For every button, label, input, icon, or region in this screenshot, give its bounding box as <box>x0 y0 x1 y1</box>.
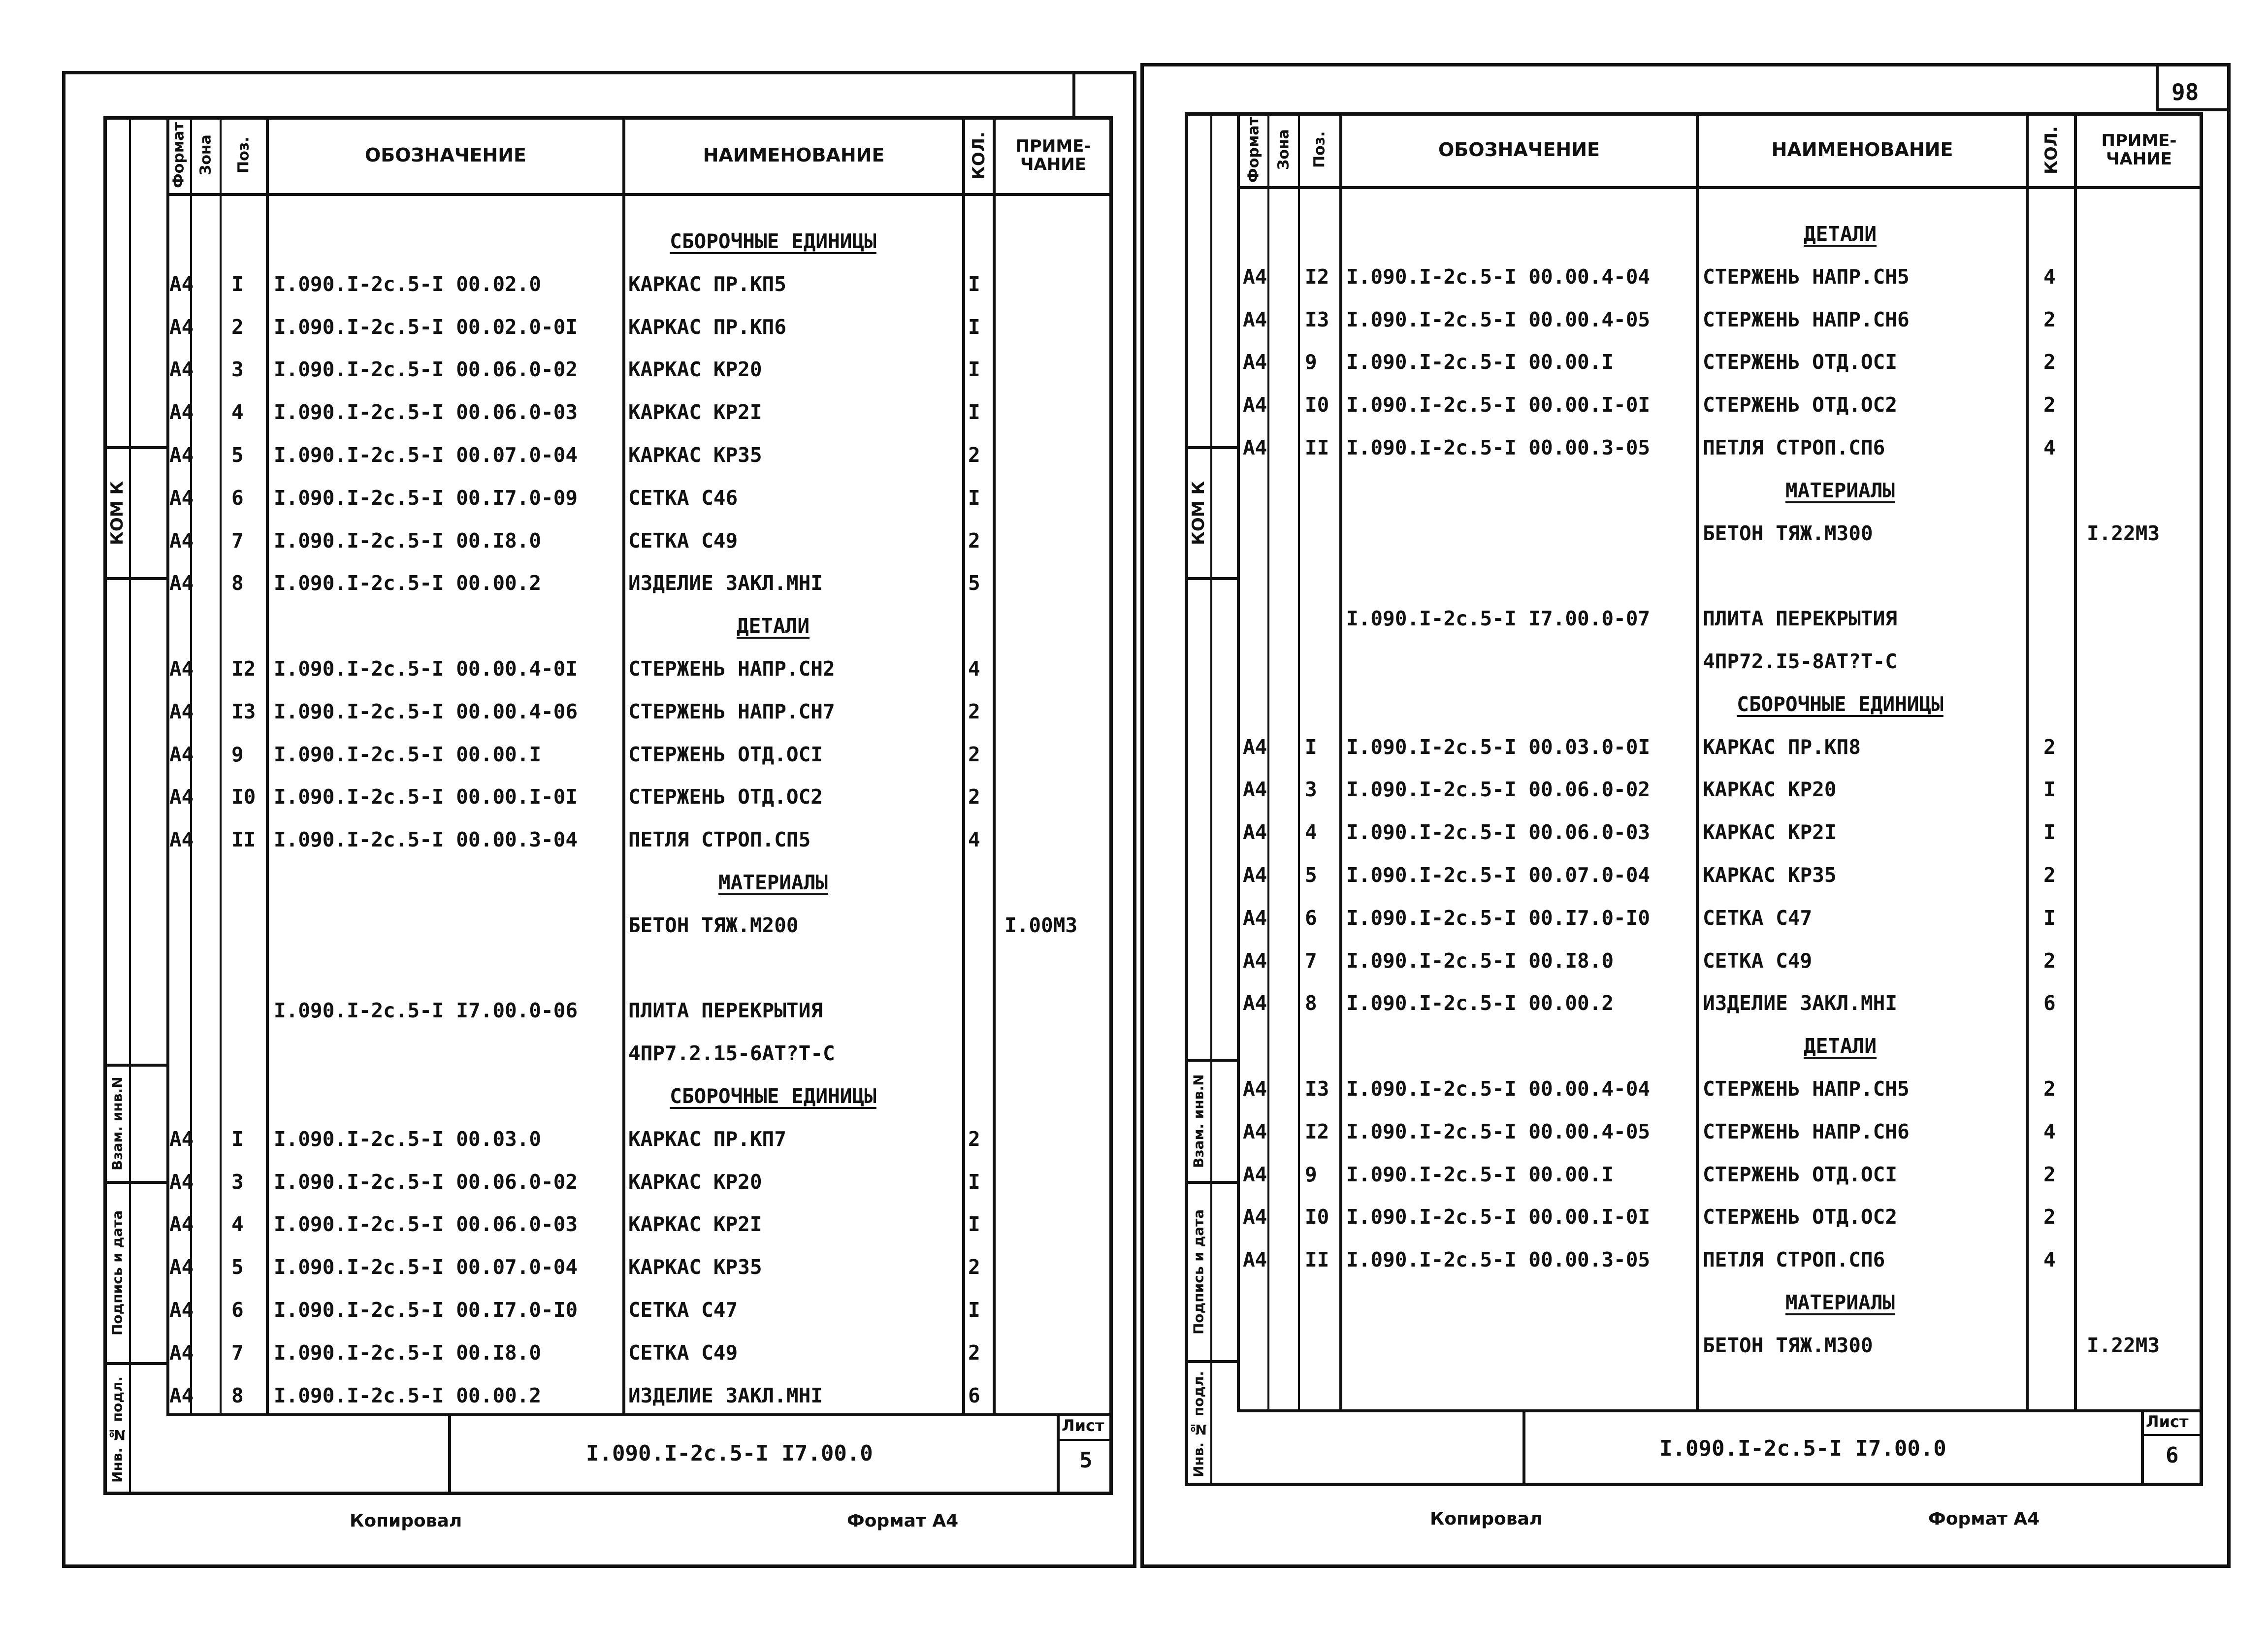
designation-cell: I.090.I-2c.5-I 00.00.2 <box>1346 991 1614 1015</box>
left-header-qty: КОЛ. <box>969 131 989 180</box>
left-header-pos: Поз. <box>235 136 253 174</box>
format-cell: А4 <box>169 1170 194 1194</box>
name-cell: СТЕРЖЕНЬ НАПР.СН6 <box>1703 307 1910 331</box>
quantity-cell: 4 <box>2043 264 2056 289</box>
name-cell: ПЛИТА ПЕРЕКРЫТИЯ <box>628 999 823 1023</box>
position-cell: 9 <box>1305 1162 1317 1186</box>
quantity-cell: 4 <box>2043 1119 2056 1143</box>
format-cell: А4 <box>1243 948 1267 973</box>
quantity-cell: 2 <box>2043 1077 2056 1101</box>
position-cell: 4 <box>1305 820 1317 845</box>
position-cell: 6 <box>231 1298 244 1322</box>
quantity-cell: 2 <box>968 1127 980 1151</box>
quantity-cell: 4 <box>2043 436 2056 459</box>
name-cell: СЕТКА С46 <box>628 486 738 510</box>
designation-cell: I.090.I-2c.5-I 00.00.I-0I <box>1346 1205 1651 1229</box>
position-cell: 6 <box>1305 906 1317 930</box>
designation-cell: I.090.I-2c.5-I 00.00.I-0I <box>274 785 578 809</box>
left-sign-date: Подпись и дата <box>109 1210 126 1336</box>
page-number: 98 <box>2171 79 2199 105</box>
name-cell: СТЕРЖЕНЬ ОТД.ОС2 <box>1703 1205 1897 1229</box>
section-heading: МАТЕРИАЛЫ <box>1785 478 1895 502</box>
designation-cell: I.090.I-2c.5-I 00.00.2 <box>274 1383 542 1407</box>
right-inv-original: Инв. № подл. <box>1190 1371 1207 1477</box>
name-cell: КАРКАС КР35 <box>628 443 762 467</box>
quantity-cell: I <box>2043 778 2056 802</box>
quantity-cell: I <box>968 486 980 510</box>
format-cell: А4 <box>1243 1248 1267 1272</box>
quantity-cell: 2 <box>2043 1162 2056 1186</box>
designation-cell: I.090.I-2c.5-I 00.02.0 <box>274 272 542 296</box>
position-cell: II <box>1305 1248 1329 1272</box>
name-cell: КАРКАС КР2I <box>1703 820 1837 845</box>
quantity-cell: 2 <box>968 742 980 766</box>
name-cell: ИЗДЕЛИЕ ЗАКЛ.МНI <box>628 571 823 595</box>
position-cell: 7 <box>1305 948 1317 973</box>
designation-cell: I.090.I-2c.5-I 00.I7.0-I0 <box>274 1298 578 1322</box>
name-cell: СЕТКА С49 <box>1703 948 1813 973</box>
position-cell: 8 <box>231 571 244 595</box>
quantity-cell: I <box>968 358 980 382</box>
format-cell: А4 <box>169 528 194 553</box>
right-header-format: Формат <box>1245 117 1263 183</box>
designation-cell: I.090.I-2c.5-I 00.03.0 <box>274 1127 542 1151</box>
position-cell: 9 <box>231 742 244 766</box>
format-cell: А4 <box>1243 906 1267 930</box>
designation-cell: I.090.I-2c.5-I 00.00.I <box>274 742 542 766</box>
name-cell: ПЕТЛЯ СТРОП.СП6 <box>1703 1248 1885 1272</box>
format-cell: А4 <box>1243 1119 1267 1143</box>
right-sign-date: Подпись и дата <box>1190 1209 1207 1335</box>
position-cell: 2 <box>231 315 244 339</box>
note-cell: I.22М3 <box>2087 521 2160 545</box>
right-header-designation: ОБОЗНАЧЕНИЕ <box>1438 139 1600 161</box>
quantity-cell: I <box>968 1212 980 1237</box>
position-cell: I <box>231 272 244 296</box>
left-inv-original: Инв. № подл. <box>109 1376 126 1483</box>
quantity-cell: 4 <box>2043 1248 2056 1272</box>
right-copy-mark: КОМ К <box>1189 481 1208 546</box>
designation-cell: I.090.I-2c.5-I 00.00.4-0I <box>274 657 578 681</box>
designation-cell: I.090.I-2c.5-I 00.00.I <box>1346 1162 1614 1186</box>
designation-cell: I.090.I-2c.5-I I7.00.0-07 <box>1346 607 1651 631</box>
left-header-designation: ОБОЗНАЧЕНИЕ <box>364 144 526 166</box>
designation-cell: I.090.I-2c.5-I I7.00.0-06 <box>274 999 578 1023</box>
format-cell: А4 <box>169 742 194 766</box>
left-sheet-label: Лист <box>1062 1416 1104 1435</box>
position-cell: I3 <box>231 699 256 723</box>
format-cell: А4 <box>169 1212 194 1237</box>
name-cell: СТЕРЖЕНЬ НАПР.СН5 <box>1703 1077 1910 1101</box>
section-heading: ДЕТАЛИ <box>1803 1034 1877 1058</box>
format-cell: А4 <box>169 400 194 424</box>
position-cell: 7 <box>231 1340 244 1365</box>
designation-cell: I.090.I-2c.5-I 00.00.4-04 <box>1346 264 1651 289</box>
right-header-pos: Поз. <box>1311 131 1328 168</box>
name-cell: ИЗДЕЛИЕ ЗАКЛ.МНI <box>1703 991 1897 1015</box>
designation-cell: I.090.I-2c.5-I 00.00.I-0I <box>1346 393 1651 417</box>
name-cell: КАРКАС КР2I <box>628 1212 762 1237</box>
format-cell: А4 <box>169 1298 194 1322</box>
note-cell: I.22М3 <box>2087 1333 2160 1357</box>
name-cell: СТЕРЖЕНЬ НАПР.СН5 <box>1703 264 1910 289</box>
left-header-format: Формат <box>170 122 188 188</box>
quantity-cell: I <box>968 315 980 339</box>
right-header-zone: Зона <box>1275 129 1293 170</box>
format-cell: А4 <box>1243 991 1267 1015</box>
format-cell: А4 <box>1243 1205 1267 1229</box>
position-cell: 8 <box>231 1383 244 1407</box>
quantity-cell: 2 <box>968 1255 980 1279</box>
quantity-cell: 6 <box>2043 991 2056 1015</box>
left-header-zone: Зона <box>197 134 215 176</box>
position-cell: 3 <box>231 358 244 382</box>
position-cell: II <box>231 828 256 852</box>
name-cell: КАРКАС ПР.КП6 <box>628 315 786 339</box>
name-cell: 4ПР7.2.15-6АТ?Т-С <box>628 1042 835 1066</box>
name-cell: СЕТКА С49 <box>628 528 738 553</box>
designation-cell: I.090.I-2c.5-I 00.00.4-05 <box>1346 1119 1651 1143</box>
quantity-cell: 4 <box>968 828 980 852</box>
format-cell: А4 <box>169 571 194 595</box>
position-cell: I <box>231 1127 244 1151</box>
right-sheet-number: 6 <box>2166 1443 2179 1468</box>
quantity-cell: 4 <box>968 657 980 681</box>
left-document-code: I.090.I-2c.5-I I7.00.0 <box>586 1441 873 1466</box>
quantity-cell: I <box>968 1170 980 1194</box>
section-heading: МАТЕРИАЛЫ <box>1785 1291 1895 1314</box>
designation-cell: I.090.I-2c.5-I 00.00.2 <box>274 571 542 595</box>
designation-cell: I.090.I-2c.5-I 00.06.0-03 <box>1346 820 1651 845</box>
designation-cell: I.090.I-2c.5-I 00.00.3-04 <box>274 828 578 852</box>
format-cell: А4 <box>1243 264 1267 289</box>
name-cell: ПЛИТА ПЕРЕКРЫТИЯ <box>1703 607 1897 631</box>
quantity-cell: 2 <box>2043 350 2056 374</box>
name-cell: БЕТОН ТЯЖ.М300 <box>1703 521 1873 545</box>
position-cell: 5 <box>231 1255 244 1279</box>
position-cell: 6 <box>231 486 244 510</box>
note-cell: I.00М3 <box>1004 913 1078 937</box>
name-cell: СЕТКА С47 <box>628 1298 738 1322</box>
quantity-cell: I <box>2043 906 2056 930</box>
name-cell: СТЕРЖЕНЬ ОТД.ОСI <box>1703 1162 1897 1186</box>
designation-cell: I.090.I-2c.5-I 00.00.3-05 <box>1346 1248 1651 1272</box>
format-cell: А4 <box>1243 350 1267 374</box>
position-cell: 9 <box>1305 350 1317 374</box>
designation-cell: I.090.I-2c.5-I 00.06.0-03 <box>274 1212 578 1237</box>
position-cell: I0 <box>1305 1205 1329 1229</box>
quantity-cell: 2 <box>968 528 980 553</box>
designation-cell: I.090.I-2c.5-I 00.03.0-0I <box>1346 735 1651 759</box>
name-cell: БЕТОН ТЯЖ.М300 <box>1703 1333 1873 1357</box>
left-copy-mark: КОМ К <box>107 481 127 546</box>
designation-cell: I.090.I-2c.5-I 00.07.0-04 <box>274 443 578 467</box>
quantity-cell: I <box>968 400 980 424</box>
format-cell: А4 <box>169 1127 194 1151</box>
right-sheet-label: Лист <box>2146 1412 2189 1431</box>
designation-cell: I.090.I-2c.5-I 00.02.0-0I <box>274 315 578 339</box>
section-heading: СБОРОЧНЫЕ ЕДИНИЦЫ <box>670 1084 876 1108</box>
position-cell: 8 <box>1305 991 1317 1015</box>
name-cell: КАРКАС КР2I <box>628 400 762 424</box>
left-header-note: ПРИМЕ-ЧАНИЕ <box>1015 136 1091 174</box>
position-cell: I2 <box>1305 1119 1329 1143</box>
designation-cell: I.090.I-2c.5-I 00.06.0-03 <box>274 400 578 424</box>
position-cell: 7 <box>231 528 244 553</box>
format-cell: А4 <box>169 486 194 510</box>
name-cell: СТЕРЖЕНЬ НАПР.СН7 <box>628 699 835 723</box>
name-cell: БЕТОН ТЯЖ.М200 <box>628 913 799 937</box>
quantity-cell: 2 <box>968 1340 980 1365</box>
designation-cell: I.090.I-2c.5-I 00.06.0-02 <box>1346 778 1651 802</box>
quantity-cell: 2 <box>2043 735 2056 759</box>
format-cell: А4 <box>169 1255 194 1279</box>
position-cell: I3 <box>1305 1077 1329 1101</box>
format-cell: А4 <box>1243 820 1267 845</box>
quantity-cell: 2 <box>2043 1205 2056 1229</box>
name-cell: КАРКАС КР20 <box>628 358 762 382</box>
format-cell: А4 <box>169 657 194 681</box>
name-cell: СТЕРЖЕНЬ ОТД.ОС2 <box>628 785 823 809</box>
quantity-cell: 2 <box>968 785 980 809</box>
position-cell: I0 <box>1305 393 1329 417</box>
left-inv-substitute: Взам. инв.N <box>109 1076 126 1171</box>
designation-cell: I.090.I-2c.5-I 00.00.4-04 <box>1346 1077 1651 1101</box>
section-heading: МАТЕРИАЛЫ <box>718 871 828 894</box>
name-cell: 4ПР72.I5-8АТ?Т-С <box>1703 650 1897 673</box>
format-cell: А4 <box>169 699 194 723</box>
position-cell: 3 <box>231 1170 244 1194</box>
designation-cell: I.090.I-2c.5-I 00.06.0-02 <box>274 1170 578 1194</box>
format-cell: А4 <box>169 315 194 339</box>
format-cell: А4 <box>169 443 194 467</box>
name-cell: СТЕРЖЕНЬ ОТД.ОСI <box>1703 350 1897 374</box>
name-cell: СТЕРЖЕНЬ ОТД.ОС2 <box>1703 393 1897 417</box>
quantity-cell: 5 <box>968 571 980 595</box>
designation-cell: I.090.I-2c.5-I 00.I8.0 <box>1346 948 1614 973</box>
designation-cell: I.090.I-2c.5-I 00.I8.0 <box>274 1340 542 1365</box>
designation-cell: I.090.I-2c.5-I 00.I7.0-I0 <box>1346 906 1651 930</box>
format-cell: А4 <box>1243 778 1267 802</box>
quantity-cell: 2 <box>2043 948 2056 973</box>
designation-cell: I.090.I-2c.5-I 00.07.0-04 <box>274 1255 578 1279</box>
position-cell: 4 <box>231 1212 244 1237</box>
name-cell: КАРКАС ПР.КП5 <box>628 272 786 296</box>
name-cell: СТЕРЖЕНЬ ОТД.ОСI <box>628 742 823 766</box>
designation-cell: I.090.I-2c.5-I 00.07.0-04 <box>1346 863 1651 887</box>
right-document-code: I.090.I-2c.5-I I7.00.0 <box>1659 1436 1946 1461</box>
quantity-cell: 6 <box>968 1383 980 1407</box>
name-cell: КАРКАС КР20 <box>1703 778 1837 802</box>
designation-cell: I.090.I-2c.5-I 00.I8.0 <box>274 528 542 553</box>
name-cell: СЕТКА С49 <box>628 1340 738 1365</box>
name-cell: ПЕТЛЯ СТРОП.СП6 <box>1703 436 1885 459</box>
name-cell: КАРКАС ПР.КП7 <box>628 1127 786 1151</box>
name-cell: КАРКАС КР35 <box>1703 863 1837 887</box>
designation-cell: I.090.I-2c.5-I 00.00.3-05 <box>1346 436 1651 459</box>
format-cell: А4 <box>169 828 194 852</box>
right-format-label: Формат А4 <box>1928 1509 2040 1529</box>
format-cell: А4 <box>1243 436 1267 459</box>
name-cell: ПЕТЛЯ СТРОП.СП5 <box>628 828 811 852</box>
format-cell: А4 <box>169 358 194 382</box>
position-cell: I <box>1305 735 1317 759</box>
name-cell: ИЗДЕЛИЕ ЗАКЛ.МНI <box>628 1383 823 1407</box>
position-cell: 4 <box>231 400 244 424</box>
designation-cell: I.090.I-2c.5-I 00.00.I <box>1346 350 1614 374</box>
position-cell: 3 <box>1305 778 1317 802</box>
section-heading: СБОРОЧНЫЕ ЕДИНИЦЫ <box>1737 692 1944 716</box>
left-sheet-number: 5 <box>1079 1448 1093 1473</box>
name-cell: КАРКАС КР20 <box>628 1170 762 1194</box>
right-copied-label: Копировал <box>1430 1509 1543 1529</box>
format-cell: А4 <box>169 1383 194 1407</box>
section-heading: ДЕТАЛИ <box>1803 222 1877 246</box>
quantity-cell: 2 <box>2043 307 2056 331</box>
right-header-qty: КОЛ. <box>2041 126 2061 174</box>
left-header-name: НАИМЕНОВАНИЕ <box>703 144 885 166</box>
format-cell: А4 <box>169 785 194 809</box>
section-heading: ДЕТАЛИ <box>736 614 810 638</box>
format-cell: А4 <box>169 272 194 296</box>
position-cell: I2 <box>231 657 256 681</box>
name-cell: КАРКАС ПР.КП8 <box>1703 735 1861 759</box>
format-cell: А4 <box>1243 307 1267 331</box>
designation-cell: I.090.I-2c.5-I 00.I7.0-09 <box>274 486 578 510</box>
position-cell: I0 <box>231 785 256 809</box>
quantity-cell: 2 <box>2043 863 2056 887</box>
format-cell: А4 <box>1243 735 1267 759</box>
right-header-note: ПРИМЕ-ЧАНИЕ <box>2101 130 2177 169</box>
quantity-cell: I <box>968 1298 980 1322</box>
format-cell: А4 <box>1243 863 1267 887</box>
quantity-cell: I <box>2043 820 2056 845</box>
right-inv-substitute: Взам. инв.N <box>1190 1074 1207 1169</box>
designation-cell: I.090.I-2c.5-I 00.06.0-02 <box>274 358 578 382</box>
left-copied-label: Копировал <box>350 1511 462 1531</box>
quantity-cell: 2 <box>968 443 980 467</box>
quantity-cell: I <box>968 272 980 296</box>
position-cell: 5 <box>231 443 244 467</box>
designation-cell: I.090.I-2c.5-I 00.00.4-05 <box>1346 307 1651 331</box>
position-cell: 5 <box>1305 863 1317 887</box>
position-cell: I3 <box>1305 307 1329 331</box>
left-format-label: Формат А4 <box>847 1511 959 1531</box>
section-heading: СБОРОЧНЫЕ ЕДИНИЦЫ <box>670 229 876 253</box>
right-header-name: НАИМЕНОВАНИЕ <box>1771 139 1953 161</box>
format-cell: А4 <box>169 1340 194 1365</box>
format-cell: А4 <box>1243 1077 1267 1101</box>
name-cell: СТЕРЖЕНЬ НАПР.СН6 <box>1703 1119 1910 1143</box>
position-cell: II <box>1305 436 1329 459</box>
quantity-cell: 2 <box>968 699 980 723</box>
quantity-cell: 2 <box>2043 393 2056 417</box>
name-cell: КАРКАС КР35 <box>628 1255 762 1279</box>
format-cell: А4 <box>1243 393 1267 417</box>
name-cell: СЕТКА С47 <box>1703 906 1813 930</box>
name-cell: СТЕРЖЕНЬ НАПР.СН2 <box>628 657 835 681</box>
designation-cell: I.090.I-2c.5-I 00.00.4-06 <box>274 699 578 723</box>
position-cell: I2 <box>1305 264 1329 289</box>
format-cell: А4 <box>1243 1162 1267 1186</box>
